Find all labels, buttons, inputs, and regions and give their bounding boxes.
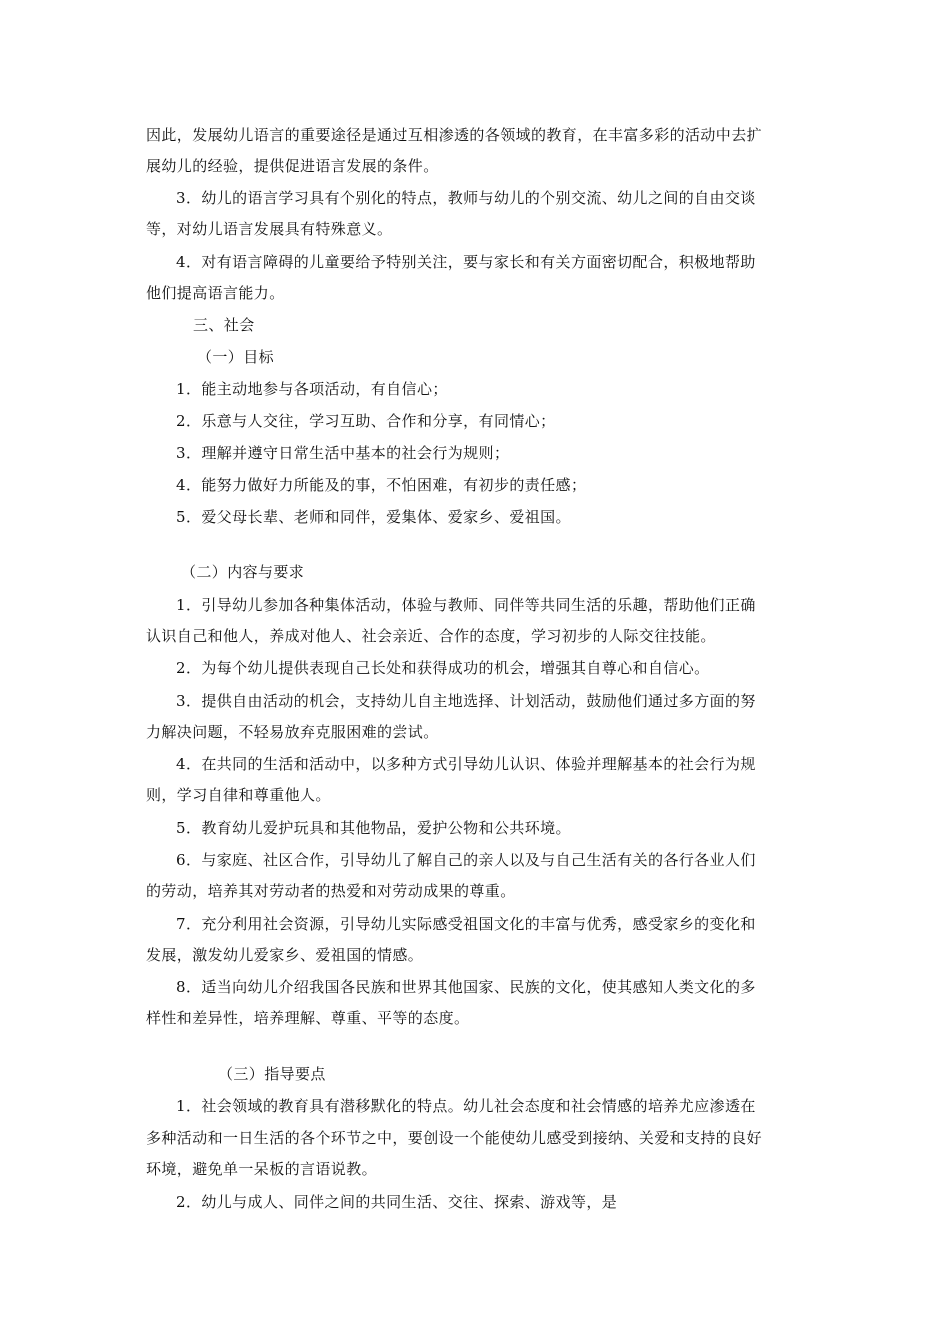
paragraph-line: 认识自己和他人，养成对他人、社会亲近、合作的态度，学习初步的人际交往技能。 xyxy=(146,627,716,645)
list-item: 5．爱父母长辈、老师和同伴，爱集体、爱家乡、爱祖国。 xyxy=(176,508,571,526)
paragraph-line: 1．社会领域的教育具有潜移默化的特点。幼儿社会态度和社会情感的培养尤应渗透在 xyxy=(176,1097,756,1115)
paragraph-line: 发展，激发幼儿爱家乡、爱祖国的情感。 xyxy=(146,946,424,964)
paragraph-line: 样性和差异性，培养理解、尊重、平等的态度。 xyxy=(146,1009,470,1027)
paragraph-line: 4．对有语言障碍的儿童要给予特别关注，要与家长和有关方面密切配合，积极地帮助 xyxy=(176,253,756,271)
paragraph-line: 则，学习自律和尊重他人。 xyxy=(146,786,331,804)
paragraph-line: 1．引导幼儿参加各种集体活动，体验与教师、同伴等共同生活的乐趣，帮助他们正确 xyxy=(176,596,756,614)
paragraph-line: 他们提高语言能力。 xyxy=(146,284,285,302)
paragraph-line: 等，对幼儿语言发展具有特殊意义。 xyxy=(146,220,393,238)
subsection-heading: （二）内容与要求 xyxy=(181,563,305,581)
list-item: 1．能主动地参与各项活动，有自信心； xyxy=(176,380,448,398)
paragraph-line: 环境，避免单一呆板的言语说教。 xyxy=(146,1160,378,1178)
paragraph-line: 8．适当向幼儿介绍我国各民族和世界其他国家、民族的文化，使其感知人类文化的多 xyxy=(176,978,756,996)
paragraph-line: 的劳动，培养其对劳动者的热爱和对劳动成果的尊重。 xyxy=(146,882,516,900)
paragraph-line: 7．充分利用社会资源，引导幼儿实际感受祖国文化的丰富与优秀，感受家乡的变化和 xyxy=(176,915,756,933)
paragraph-line: 多种活动和一日生活的各个环节之中，要创设一个能使幼儿感受到接纳、关爱和支持的良好 xyxy=(146,1129,763,1147)
paragraph-line: 4．在共同的生活和活动中，以多种方式引导幼儿认识、体验并理解基本的社会行为规 xyxy=(176,755,756,773)
paragraph-line: 力解决问题，不轻易放弃克服困难的尝试。 xyxy=(146,723,439,741)
list-item: 2．乐意与人交往，学习互助、合作和分享，有同情心； xyxy=(176,412,556,430)
paragraph-line: 2．幼儿与成人、同伴之间的共同生活、交往、探索、游戏等，是 xyxy=(176,1193,618,1211)
paragraph-line: 3．幼儿的语言学习具有个别化的特点，教师与幼儿的个别交流、幼儿之间的自由交谈 xyxy=(176,189,756,207)
paragraph-line: 6．与家庭、社区合作，引导幼儿了解自己的亲人以及与自己生活有关的各行各业人们 xyxy=(176,851,756,869)
section-heading: 三、社会 xyxy=(193,316,255,334)
paragraph-line: 展幼儿的经验，提供促进语言发展的条件。 xyxy=(146,157,439,175)
paragraph-line: 因此，发展幼儿语言的重要途径是通过互相渗透的各领域的教育，在丰富多彩的活动中去扩 xyxy=(146,126,763,144)
paragraph-line: 5．教育幼儿爱护玩具和其他物品，爱护公物和公共环境。 xyxy=(176,819,571,837)
paragraph-line: 3．提供自由活动的机会，支持幼儿自主地选择、计划活动，鼓励他们通过多方面的努 xyxy=(176,692,756,710)
subsection-heading: （一）目标 xyxy=(197,348,275,366)
list-item: 4．能努力做好力所能及的事，不怕困难，有初步的责任感； xyxy=(176,476,587,494)
list-item: 3．理解并遵守日常生活中基本的社会行为规则； xyxy=(176,444,510,462)
subsection-heading: （三）指导要点 xyxy=(218,1065,326,1083)
paragraph-line: 2．为每个幼儿提供表现自己长处和获得成功的机会，增强其自尊心和自信心。 xyxy=(176,659,710,677)
